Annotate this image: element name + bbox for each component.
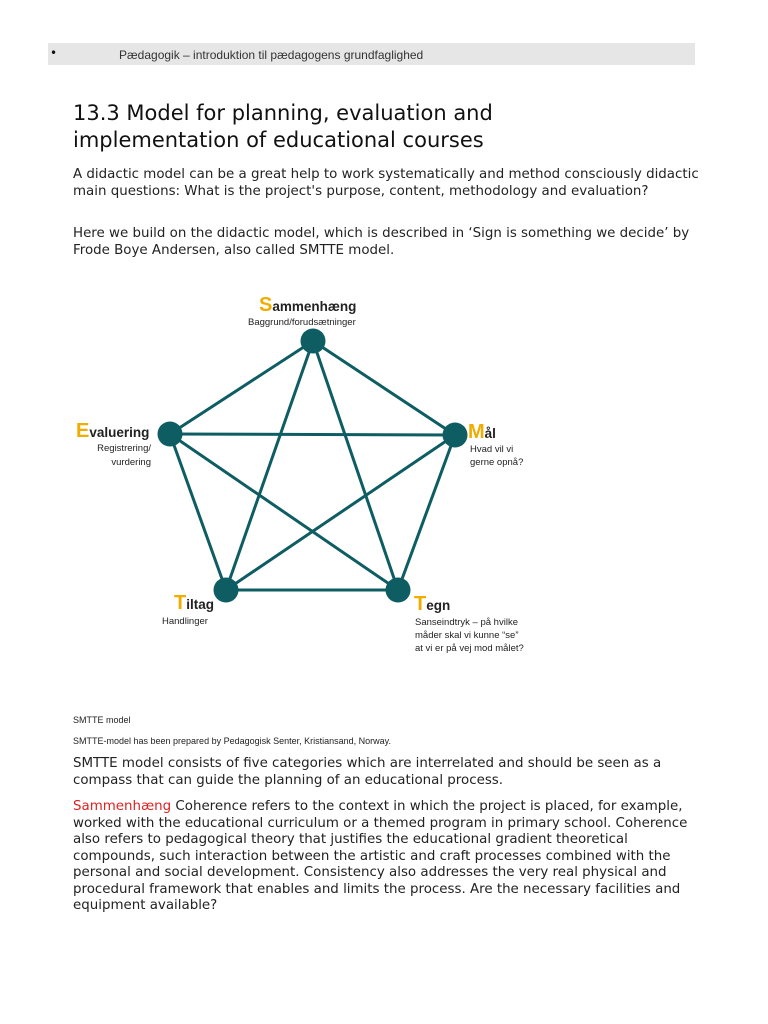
initial-tiltag: T xyxy=(174,592,187,614)
node-sammenhaeng xyxy=(301,329,326,354)
sub-maal-1: Hvad vil vi xyxy=(470,444,514,455)
sub-maal-2: gerne opnå? xyxy=(470,457,524,468)
initial-tegn: T xyxy=(414,593,427,615)
term-sammenhaeng: Sammenhæng xyxy=(73,799,172,814)
rest-evaluering: valuering xyxy=(89,425,150,440)
node-maal xyxy=(443,423,468,448)
rest-tegn: egn xyxy=(426,598,451,613)
sub-tegn-1: Sanseindtryk – på hvilke xyxy=(415,617,518,628)
diag-e-tegn xyxy=(170,434,398,590)
node-tegn xyxy=(386,578,411,603)
body-paragraph-sammenhaeng xyxy=(73,799,713,915)
initial-s: S xyxy=(259,294,273,316)
sub-evaluering-1: Registrering/ xyxy=(97,443,151,454)
label-tegn xyxy=(414,593,450,615)
diag-s-tegn xyxy=(313,341,398,590)
rest-sammenhaeng: ammenhæng xyxy=(272,299,357,314)
diag-m-tiltag xyxy=(226,435,455,590)
rest-maal: ål xyxy=(484,426,496,441)
intro-paragraph-2: Here we build on the didactic model, which is described in ‘Sign is something we decide’ by Frode Boye Andersen, also called SMTTE model. xyxy=(73,226,690,258)
diagram-lines xyxy=(170,341,455,590)
edge-e-s xyxy=(170,341,313,434)
diag-e-m xyxy=(170,434,455,435)
sub-tegn-2: måder skal vi kunne “se” xyxy=(415,630,519,641)
sub-tegn-3: at vi er på vej mod målet? xyxy=(415,643,524,654)
label-maal xyxy=(468,421,496,443)
header-title: Pædagogik – introduktion til pædagogens grundfaglighed xyxy=(119,48,424,62)
label-sammenhaeng xyxy=(259,294,356,316)
rest-tiltag: iltag xyxy=(186,597,214,612)
caption-smtte-model: SMTTE model xyxy=(73,715,131,725)
sub-evaluering-2: vurdering xyxy=(111,457,151,468)
sub-sammenhaeng: Baggrund/forudsætninger xyxy=(248,317,356,328)
intro-paragraph-1: A didactic model can be a great help to work systematically and method consciously didactic main questions: What is the project's purpose, content, methodology and evaluation? xyxy=(73,167,699,199)
diag-s-tiltag xyxy=(226,341,313,590)
edge-m-t xyxy=(398,435,455,590)
body-paragraph-smtte: SMTTE model consists of five categories which are interrelated and should be seen as a compass that can guide the planning of an educational process. xyxy=(73,756,662,788)
node-tiltag xyxy=(214,578,239,603)
edge-t-e xyxy=(170,434,226,590)
header-bullet: • xyxy=(50,46,58,60)
body-paragraph-sammenhaeng-text: Coherence refers to the context in which the project is placed, for example, worked with the educational curriculum or a themed program in primary school. Coherence also refers to pedagogical theory that justifies the educational gradient theoretical compounds, such interaction between the artistic and craft processes combined with the personal and social development. Consistency also addresses the very real physical and procedural framework that enables and limits the process. Are the necessary facilities and equipment available? xyxy=(73,799,688,913)
label-tiltag xyxy=(174,592,214,614)
sub-tiltag: Handlinger xyxy=(162,616,208,627)
initial-m: M xyxy=(468,421,485,443)
caption-source: SMTTE-model has been prepared by Pedagogisk Senter, Kristiansand, Norway. xyxy=(73,736,391,746)
section-heading-line-1: 13.3 Model for planning, evaluation and xyxy=(73,101,493,125)
diagram-nodes xyxy=(158,329,468,603)
initial-e: E xyxy=(76,420,90,442)
label-evaluering xyxy=(76,420,149,442)
edge-s-m xyxy=(313,341,455,435)
section-heading-line-2: implementation of educational courses xyxy=(73,128,484,152)
node-evaluering xyxy=(158,422,183,447)
